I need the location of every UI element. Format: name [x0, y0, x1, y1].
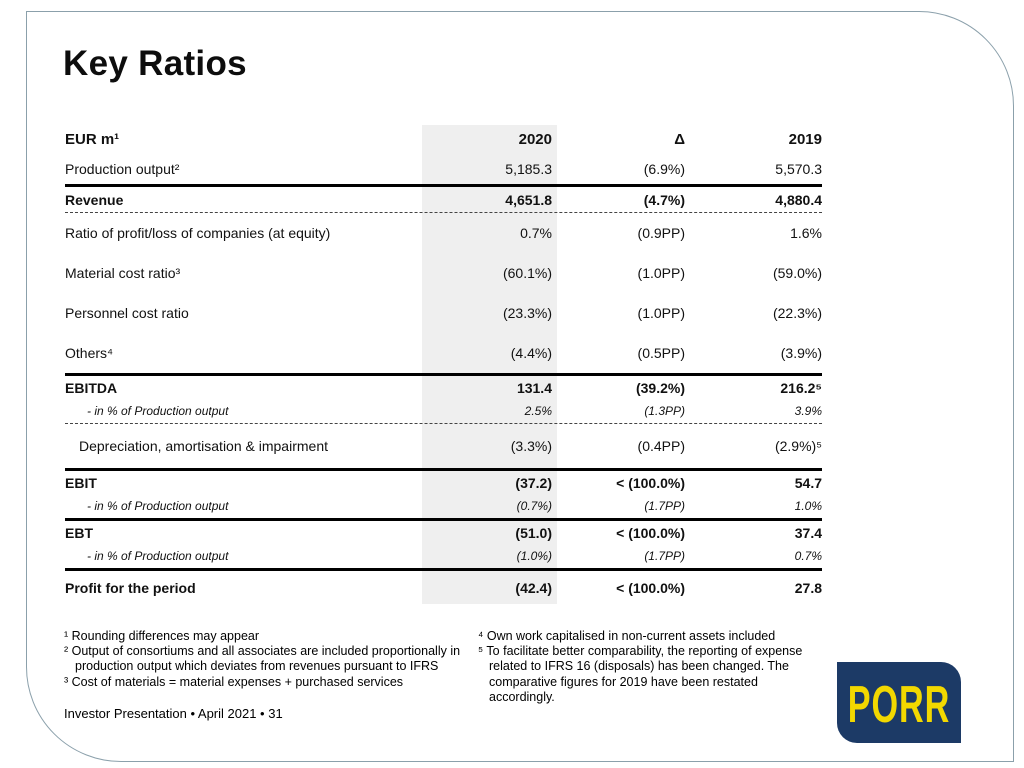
- value-2020: 131.4: [516, 379, 552, 396]
- value-delta: (1.7PP): [644, 549, 685, 563]
- value-2019: 3.9%: [794, 404, 822, 418]
- value-delta: (1.3PP): [644, 404, 685, 418]
- footnote-3: ³ Cost of materials = material expenses + purchased services: [64, 674, 404, 689]
- value-delta: (0.5PP): [637, 345, 685, 361]
- value-2019: (22.3%): [772, 305, 822, 321]
- value-2019: 27.8: [794, 579, 822, 596]
- table-row-production-output: [65, 153, 822, 184]
- footnote-5: ⁵ To facilitate better comparability, the reporting of expense related to IFRS 16 (disposals) has been changed. The comparative figures for 2019 have been restated accordingly.: [478, 644, 803, 704]
- footnote-2: ² Output of consortiums and all associates are included proportionally in production output which deviates from revenues pursuant to IFRS: [64, 644, 461, 674]
- value-2019: 4,880.4: [775, 191, 822, 208]
- table-row-profit-for-period: [65, 571, 822, 604]
- header-2020: 2020: [518, 130, 552, 148]
- row-label: Ratio of profit/loss of companies (at equity): [65, 225, 331, 241]
- value-delta: (39.2%): [635, 379, 685, 396]
- value-2019: 5,570.3: [775, 160, 822, 177]
- value-2020: (37.2): [515, 474, 552, 491]
- value-2019: 216.2⁵: [780, 379, 822, 396]
- value-2019: (59.0%): [772, 265, 822, 281]
- row-label: Revenue: [65, 191, 124, 208]
- value-2020: 2.5%: [524, 404, 552, 418]
- value-2020: (4.4%): [510, 345, 552, 361]
- value-2020: 0.7%: [520, 225, 552, 241]
- page-title: Key Ratios: [63, 44, 247, 83]
- footnotes-right: [478, 629, 808, 705]
- value-delta: (1.0PP): [637, 265, 685, 281]
- table-row-ebit: [65, 471, 822, 494]
- key-ratios-table: [65, 125, 822, 604]
- table-row-others: [65, 333, 822, 373]
- table-row-depreciation: [65, 424, 822, 468]
- row-label: Personnel cost ratio: [65, 305, 189, 321]
- value-2019: (2.9%)⁵: [774, 438, 822, 454]
- value-delta: (1.0PP): [637, 305, 685, 321]
- porr-logo-text: PORR: [847, 673, 951, 733]
- row-label: - in % of Production output: [87, 404, 229, 418]
- table-row-equity-ratio: [65, 213, 822, 253]
- value-2019: 37.4: [794, 524, 822, 541]
- header-2019: 2019: [788, 130, 822, 148]
- header-delta: Δ: [674, 130, 685, 148]
- value-2020: (51.0): [515, 524, 552, 541]
- value-delta: (0.9PP): [637, 225, 685, 241]
- value-2019: (3.9%): [780, 345, 822, 361]
- footnote-1: ¹ Rounding differences may appear: [64, 629, 260, 643]
- row-label: Production output²: [65, 160, 180, 177]
- value-2019: 1.0%: [794, 499, 822, 513]
- row-label: - in % of Production output: [87, 549, 229, 563]
- table-row-material-cost-ratio: [65, 253, 822, 293]
- row-label: Others⁴: [65, 345, 114, 361]
- value-2019: 54.7: [794, 474, 822, 491]
- value-2020: 4,651.8: [505, 191, 552, 208]
- footnote-4: ⁴ Own work capitalised in non-current assets included: [478, 629, 776, 643]
- row-label: Material cost ratio³: [65, 265, 181, 281]
- table-header-row: [65, 125, 822, 153]
- value-2020: 5,185.3: [505, 160, 552, 177]
- value-delta: (1.7PP): [644, 499, 685, 513]
- value-2020: (0.7%): [516, 499, 552, 513]
- row-label: Profit for the period: [65, 579, 196, 596]
- table-row-ebt: [65, 521, 822, 544]
- value-delta: (0.4PP): [637, 438, 685, 454]
- value-2020: (23.3%): [502, 305, 552, 321]
- value-delta: < (100.0%): [616, 524, 685, 541]
- value-2020: (3.3%): [510, 438, 552, 454]
- value-2019: 0.7%: [794, 549, 822, 563]
- header-unit-label: EUR m¹: [65, 130, 120, 148]
- value-2020: (60.1%): [502, 265, 552, 281]
- table-row-ebit-pct: [65, 494, 822, 518]
- slide-footer: Investor Presentation • April 2021 • 31: [64, 706, 283, 721]
- value-delta: (4.7%): [643, 191, 685, 208]
- footnotes-left: [64, 629, 469, 690]
- value-delta: (6.9%): [643, 160, 685, 177]
- table-row-ebt-pct: [65, 544, 822, 568]
- value-2019: 1.6%: [790, 225, 822, 241]
- table-row-ebitda-pct: [65, 399, 822, 423]
- value-2020: (1.0%): [516, 549, 552, 563]
- row-label: EBITDA: [65, 379, 118, 396]
- row-label: Depreciation, amortisation & impairment: [79, 438, 328, 454]
- row-label: EBT: [65, 524, 93, 541]
- row-label: - in % of Production output: [87, 499, 229, 513]
- porr-logo: [837, 662, 961, 743]
- table-row-ebitda: [65, 376, 822, 399]
- table-row-personnel-cost-ratio: [65, 293, 822, 333]
- value-2020: (42.4): [515, 579, 552, 596]
- table-row-revenue: [65, 187, 822, 212]
- value-delta: < (100.0%): [616, 474, 685, 491]
- row-label: EBIT: [65, 474, 97, 491]
- value-delta: < (100.0%): [616, 579, 685, 596]
